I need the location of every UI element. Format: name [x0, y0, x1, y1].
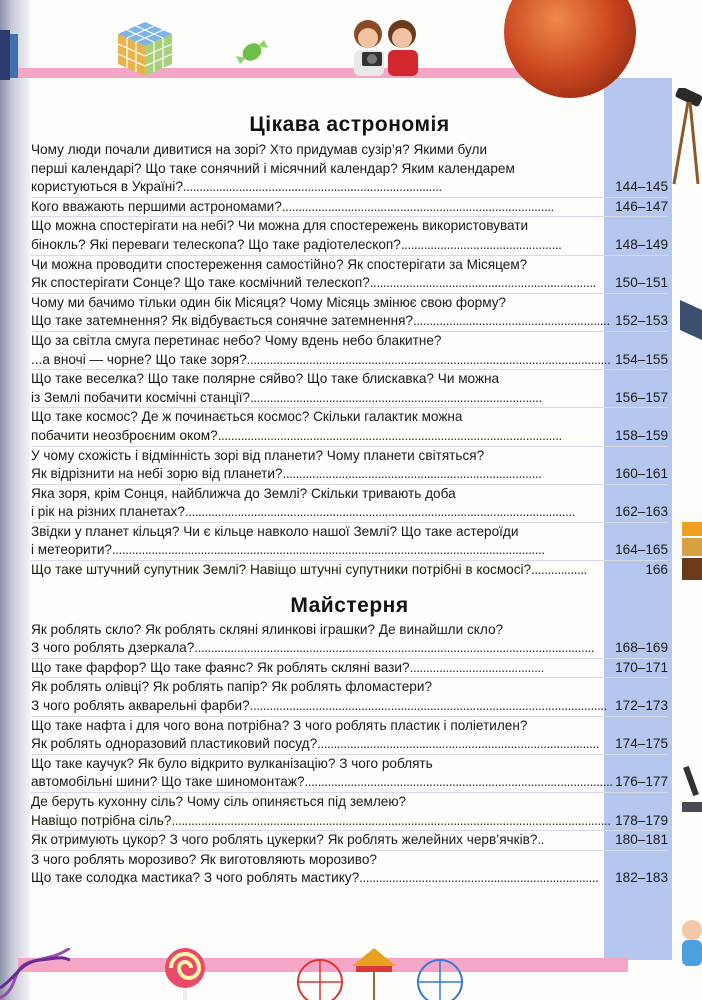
page-number: 146–147: [615, 198, 668, 214]
page-number: 156–157: [615, 389, 668, 405]
table-of-contents: [31, 112, 668, 888]
toc-line: Що таке фарфор? Що таке фаянс? Як роблять скляні вази?......................................... 170–171: [31, 658, 668, 678]
toc-line: Навіщо потрібна сіль?...................................................................................................................................... 178–179: [31, 812, 668, 831]
page-number: 166: [645, 562, 668, 578]
toc-line: Як роблять скло? Як роблять скляні ялинкові іграшки? Де винайшли скло?: [31, 621, 504, 637]
toc-line: З чого роблять морозиво? Як виготовляють морозиво?: [31, 850, 668, 870]
toc-line: Чому ми бачимо тільки один бік Місяця? Чому Місяць змінює свою форму?: [31, 293, 668, 313]
toc-line: У чому схожість і відмінність зорі від планети? Чому планети світяться?: [31, 446, 668, 466]
book-spine-icon: [0, 30, 20, 80]
page-number: 148–149: [615, 236, 668, 252]
children-with-camera-picture: [340, 14, 430, 82]
toc-line: побачити неозброєним оком?......................................................................................................... 158–159: [31, 427, 668, 446]
page-number: 164–165: [615, 542, 668, 558]
toc-line: із Землі побачити космічні станції?......................................................................................... 156–157: [31, 389, 668, 408]
chemistry-book-picture: [680, 516, 702, 582]
page-number: 178–179: [615, 812, 668, 828]
page-number: 144–145: [615, 179, 668, 195]
toc-line: Як отримують цукор? З чого роблять цукерки? Як роблять желейних черв’ячків?.. 180–181: [31, 830, 668, 850]
page-number: 182–183: [615, 870, 668, 886]
page-number: 150–151: [615, 275, 668, 291]
toc-line: Як роблять олівці? Як роблять папір? Як роблять фломастери?: [31, 677, 668, 697]
page-binding: [0, 0, 30, 1000]
toc-list-workshop: [31, 621, 668, 888]
toc-line: З чого роблять дзеркала?.......................................................................................................................... 168–169: [31, 639, 668, 658]
page-number: 180–181: [615, 832, 668, 848]
toc-line: Що таке нафта і для чого вона потрібна? З чого роблять пластик і поліетилен?: [31, 716, 668, 736]
toc-line: Де беруть кухонну сіль? Чому сіль опиняється під землею?: [31, 792, 668, 812]
toc-line: і метеорити?.................................................................................................................................... 164–165: [31, 541, 668, 560]
toc-line: Чи можна проводити спостереження самостійно? Як спостерігати за Місяцем?: [31, 255, 668, 275]
candy-icon: [232, 30, 272, 74]
page-number: 174–175: [615, 736, 668, 752]
toc-line: і рік на різних планетах?....................................................................................................................... 162–163: [31, 503, 668, 522]
page-number: 168–169: [615, 640, 668, 656]
toc-line: автомобільні шини? Що таке шиномонтаж?.............................................................................................. 176–177: [31, 773, 668, 792]
toc-line: Що таке штучний супутник Землі? Навіщо штучні супутники потрібні в космосі?................. 166: [31, 560, 668, 580]
page-number: 160–161: [615, 466, 668, 482]
toc-line: перші календарі? Що таке сонячний і місячний календар? Яким календарем: [31, 160, 515, 176]
microscope-picture: [680, 762, 702, 816]
toc-line: Звідки у планет кільця? Чи є кільце навколо нашої Землі? Що таке астероїди: [31, 522, 668, 542]
page-number: 154–155: [615, 351, 668, 367]
toc-line: Кого вважають першими астрономами?................................................................................... 146–147: [31, 197, 668, 217]
baby-picture: [676, 918, 702, 968]
page-number: 152–153: [615, 313, 668, 329]
toc-line: Як роблять одноразовий пластиковий посуд?...................................................................................... 174–175: [31, 735, 668, 754]
section-title-workshop: Майстерня: [290, 593, 409, 617]
page-number: 172–173: [615, 698, 668, 714]
toc-line: Чому люди почали дивитися на зорі? Хто придумав сузір’я? Якими були: [31, 142, 488, 157]
toc-line: ...а вночі — чорне? Що таке зоря?............................................................................................................... 154–155: [31, 351, 668, 370]
toc-line: З чого роблять акварельні фарби?............................................................................................................. 172–173: [31, 697, 668, 716]
toc-line: користуються в Україні?............................................................................... 144–145: [31, 178, 668, 197]
toc-line: Що можна спостерігати на небі? Чи можна для спостережень використовувати: [31, 216, 668, 236]
toc-line: Як спостерігати Сонце? Що таке космічний телескоп?..................................................................... 150–151: [31, 274, 668, 293]
toc-line: Що за світла смуга перетинає небо? Чому вдень небо блакитне?: [31, 331, 668, 351]
toc-line: Як відрізнити на небі зорю від планети?............................................................................... 160–161: [31, 465, 668, 484]
toc-line: Що таке космос? Де ж починається космос? Скільки галактик можна: [31, 407, 668, 427]
toc-line: Що таке солодка мастика? З чого роблять мастику?......................................................................... 182–183: [31, 869, 668, 888]
lollipop-picture: [160, 946, 210, 1000]
page-number: 162–163: [615, 504, 668, 520]
toc-list-astronomy: [31, 141, 668, 580]
page-number: 176–177: [615, 774, 668, 790]
page-number: 158–159: [615, 427, 668, 443]
ferris-wheel-picture: [290, 944, 470, 1000]
toc-line: Що таке веселка? Що таке полярне сяйво? Що таке блискавка? Чи можна: [31, 369, 668, 389]
section-title-astronomy: Цікава астрономія: [249, 113, 450, 136]
dna-helix-picture: [0, 948, 70, 1000]
telescope-picture: [668, 88, 702, 188]
toc-line: Яка зоря, крім Сонця, найближча до Землі? Скільки тривають доба: [31, 484, 668, 504]
book-picture: [680, 300, 702, 340]
page-number: 170–171: [615, 659, 668, 675]
toc-line: бінокль? Які переваги телескопа? Що таке радіотелескоп?................................................. 148–149: [31, 236, 668, 255]
toc-line: Що таке затемнення? Як відбувається сонячне затемнення?............................................................ 152–153: [31, 312, 668, 331]
toc-line: Що таке каучук? Як було відкрито вулканізацію? З чого роблять: [31, 754, 668, 774]
rubiks-cube-picture: [116, 20, 174, 78]
